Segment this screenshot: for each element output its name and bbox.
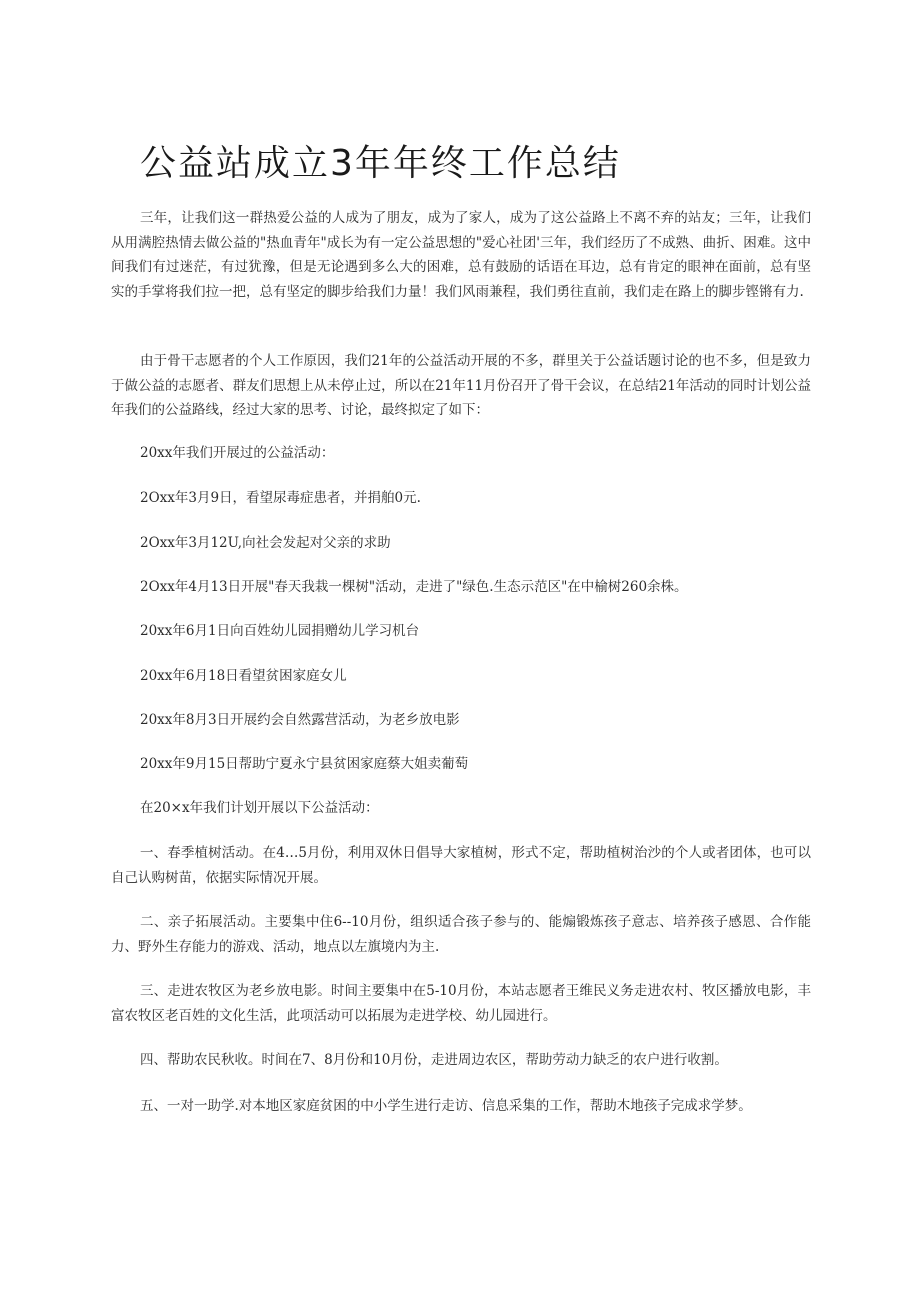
past-activities-heading: 20xx年我们开展过的公益活动： bbox=[140, 445, 335, 461]
future-plan-item: 二、亲子拓展活动。主要集中住6--10月份，组织适合孩子参与的、能煽锻炼孩子意志、培养孩子感恩、合作能力、野外生存能力的游戏、活动，地点以左旗境内为主. bbox=[111, 914, 811, 955]
past-activity-item: 20xx年9月15日帮助宁夏永宁县贫困家庭蔡大姐卖葡萄 bbox=[140, 756, 469, 772]
past-activity-item: 20xx年6月18日看望贫困家庭女儿 bbox=[140, 668, 347, 684]
past-activity-item: 2Oxx年4月13日开展"春天我栽一棵树"活动，走进了"绿色.生态示范区"在中榆树260余株。 bbox=[140, 579, 688, 595]
plan-intro-paragraph: 由于骨干志愿者的个人工作原因，我们21年的公益活动开展的不多，群里关于公益话题讨论的也不多，但是致力于做公益的志愿者、群友们思想上从未停止过，所以在21年11月份召开了骨干会议，在总结21年活动的同时计划公益年我们的公益路线，经过大家的思考、讨论，最终拟定了如下： bbox=[111, 353, 811, 418]
intro-paragraph: 三年，让我们这一群热爱公益的人成为了朋友，成为了家人，成为了这公益路上不离不弃的站友；三年，让我们从用满腔热情去做公益的"热血青年"成长为有一定公益思想的"爱心社团'三年，我们经历了不成熟、曲折、困难。这中间我们有过迷茫，有过犹豫，但是无论遇到多么大的困难，总有鼓励的话语在耳边，总有肯定的眼神在面前，总有坚实的手掌将我们拉一把，总有坚定的脚步给我们力量！我们风雨兼程，我们勇往直前，我们走在路上的脚步铿锵有力. bbox=[111, 210, 811, 300]
future-plan-item: 五、一对一助学.对本地区家庭贫困的中小学生进行走访、信息采集的工作，帮助木地孩子完成求学梦。 bbox=[140, 1098, 752, 1114]
past-activity-item: 2Oxx年3月12U,向社会发起对父亲的求助 bbox=[140, 535, 391, 551]
future-plan-item: 一、春季植树活动。在4…5月份，利用双休日倡导大家植树，形式不定，帮助植树治沙的个人或者团体，也可以自己认购树苗，依据实际情况开展。 bbox=[111, 845, 811, 886]
future-plan-item: 四、帮助农民秋收。时间在7、8月份和10月份，走进周边农区，帮助劳动力缺乏的农户进行收割。 bbox=[140, 1052, 728, 1068]
future-plans-heading: 在20×x年我们计划开展以下公益活动： bbox=[140, 800, 379, 816]
past-activity-item: 20xx年6月1日向百姓幼儿园捐赠幼儿学习机台 bbox=[140, 623, 420, 639]
past-activity-item: 2Oxx年3月9日，看望尿毒症患者，并捐舶0元. bbox=[140, 490, 421, 506]
future-plan-item: 三、走进农牧区为老乡放电影。时间主要集中在5-10月份，本站志愿者王维民义务走进农村、牧区播放电影，丰富农牧区老百姓的文化生活，此项活动可以拓展为走进学校、幼儿园进行。 bbox=[111, 983, 811, 1024]
past-activity-item: 20xx年8月3日开展约会自然露营活动，为老乡放电影 bbox=[140, 712, 460, 728]
document-title: 公益站成立3年年终工作总结 bbox=[140, 143, 621, 184]
